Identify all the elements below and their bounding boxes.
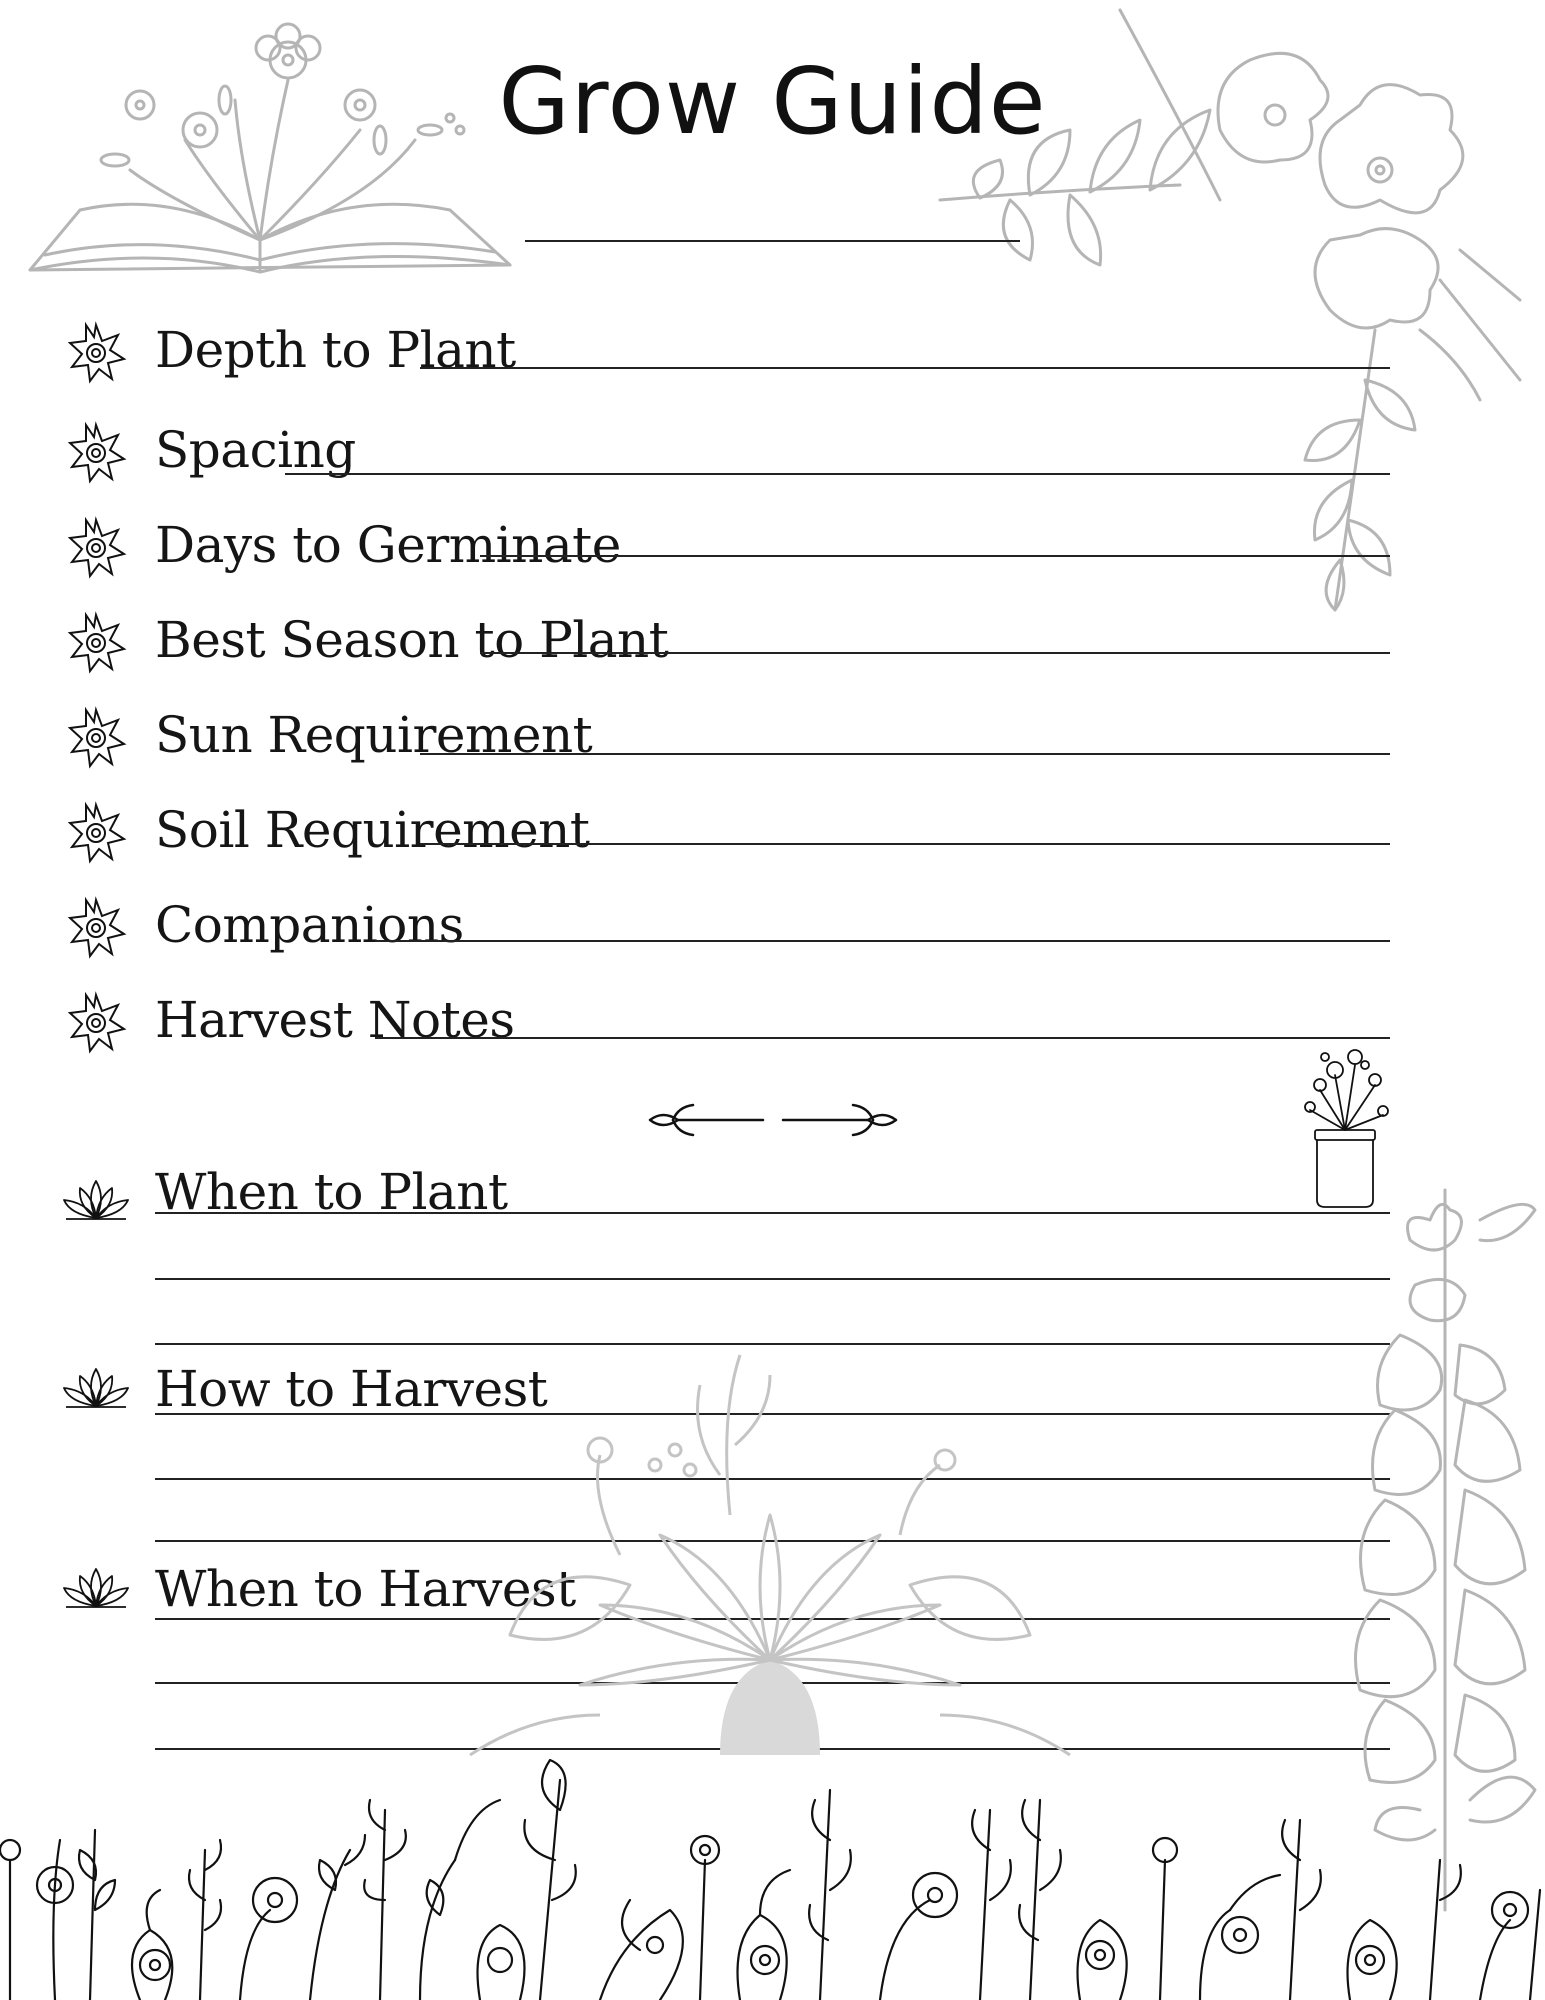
field-label: Days to Germinate xyxy=(155,516,621,574)
field-label: Spacing xyxy=(155,421,356,479)
lotus-icon xyxy=(60,1566,132,1611)
field-label: Soil Requirement xyxy=(155,801,590,859)
field-row-depth-to-plant xyxy=(0,305,1545,379)
section-write-line[interactable] xyxy=(155,1278,1390,1280)
field-label: Companions xyxy=(155,896,464,954)
field-label: Best Season to Plant xyxy=(155,611,669,669)
field-row-sun-requirement xyxy=(0,690,1545,764)
field-row-best-season-to-plant xyxy=(0,595,1545,669)
field-input-line[interactable] xyxy=(420,753,1390,755)
section-label-when-to-harvest: When to Harvest xyxy=(155,1560,576,1618)
section-write-line[interactable] xyxy=(155,1212,1390,1214)
field-label: Harvest Notes xyxy=(155,991,515,1049)
field-input-line[interactable] xyxy=(375,1037,1390,1039)
title-underline[interactable] xyxy=(525,240,1020,242)
field-label: Sun Requirement xyxy=(155,706,593,764)
field-label: Depth to Plant xyxy=(155,321,516,379)
star-flower-icon xyxy=(62,609,130,677)
field-row-spacing xyxy=(0,405,1545,479)
section-label-when-to-plant: When to Plant xyxy=(155,1163,508,1221)
field-row-soil-requirement xyxy=(0,785,1545,859)
section-label-how-to-harvest: How to Harvest xyxy=(155,1360,548,1418)
star-flower-icon xyxy=(62,704,130,772)
field-input-line[interactable] xyxy=(285,473,1390,475)
field-input-line[interactable] xyxy=(375,940,1390,942)
lotus-icon xyxy=(60,1366,132,1411)
flower-jar-illustration xyxy=(1295,1035,1405,1210)
page-title: Grow Guide xyxy=(498,48,1047,155)
wildflower-border-illustration xyxy=(0,1700,1545,2000)
star-flower-icon xyxy=(62,419,130,487)
lotus-icon xyxy=(60,1178,132,1223)
field-input-line[interactable] xyxy=(480,652,1390,654)
field-row-days-to-germinate xyxy=(0,500,1545,574)
field-input-line[interactable] xyxy=(420,367,1390,369)
arrow-divider-icon xyxy=(648,1095,898,1145)
field-input-line[interactable] xyxy=(480,555,1390,557)
field-input-line[interactable] xyxy=(420,843,1390,845)
star-flower-icon xyxy=(62,514,130,582)
star-flower-icon xyxy=(62,894,130,962)
sunflower-watermark-illustration xyxy=(470,1355,1070,1755)
field-row-companions xyxy=(0,880,1545,954)
star-flower-icon xyxy=(62,989,130,1057)
section-write-line[interactable] xyxy=(155,1343,1390,1345)
star-flower-icon xyxy=(62,799,130,867)
star-flower-icon xyxy=(62,319,130,387)
